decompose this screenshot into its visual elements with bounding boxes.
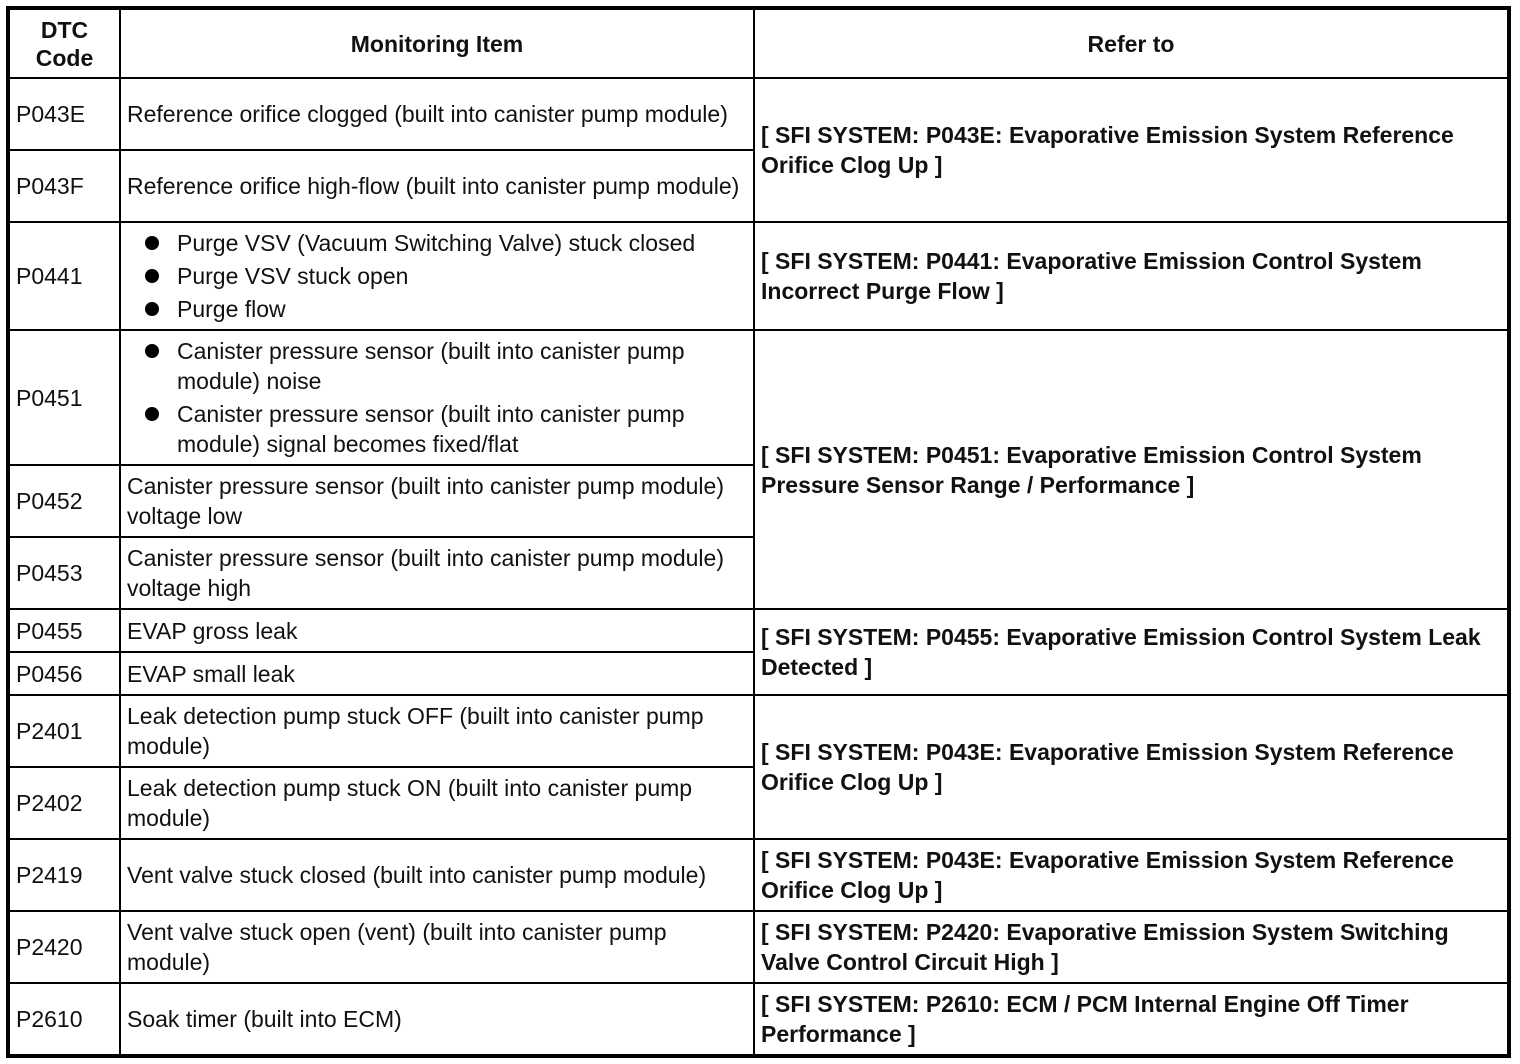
bullet-icon xyxy=(145,236,159,250)
dtc-code: P2401 xyxy=(8,695,120,767)
monitoring-item xyxy=(120,330,754,465)
refer-link[interactable]: [ SFI SYSTEM: P043E: Evaporative Emission System Reference Orifice Clog Up ] xyxy=(754,78,1509,222)
header-row xyxy=(8,8,1509,78)
dtc-code: P0441 xyxy=(8,222,120,330)
refer-link[interactable]: [ SFI SYSTEM: P0455: Evaporative Emission Control System Leak Detected ] xyxy=(754,609,1509,695)
monitoring-item: Vent valve stuck open (vent) (built into canister pump module) xyxy=(120,911,754,983)
header-refer-to: Refer to xyxy=(754,8,1509,78)
dtc-code: P043F xyxy=(8,150,120,222)
dtc-code: P2610 xyxy=(8,983,120,1056)
dtc-code: P043E xyxy=(8,78,120,150)
bullet-icon xyxy=(145,302,159,316)
monitoring-item: Soak timer (built into ECM) xyxy=(120,983,754,1056)
table-row xyxy=(8,78,1509,150)
dtc-code: P0453 xyxy=(8,537,120,609)
refer-link[interactable]: [ SFI SYSTEM: P0441: Evaporative Emission Control System Incorrect Purge Flow ] xyxy=(754,222,1509,330)
refer-link[interactable]: [ SFI SYSTEM: P2420: Evaporative Emission System Switching Valve Control Circuit High ] xyxy=(754,911,1509,983)
list-item: Canister pressure sensor (built into canister pump module) noise xyxy=(127,336,747,396)
table-row xyxy=(8,839,1509,911)
list-item: Canister pressure sensor (built into canister pump module) signal becomes fixed/flat xyxy=(127,399,747,459)
bullet-list xyxy=(127,336,747,459)
monitoring-item xyxy=(120,222,754,330)
bullet-icon xyxy=(145,269,159,283)
dtc-code: P2419 xyxy=(8,839,120,911)
monitoring-item: Canister pressure sensor (built into canister pump module) voltage high xyxy=(120,537,754,609)
bullet-icon xyxy=(145,344,159,358)
monitoring-item: Vent valve stuck closed (built into canister pump module) xyxy=(120,839,754,911)
bullet-list xyxy=(127,228,747,324)
table-row xyxy=(8,911,1509,983)
monitoring-item: EVAP small leak xyxy=(120,652,754,695)
header-monitoring-item: Monitoring Item xyxy=(120,8,754,78)
refer-link[interactable]: [ SFI SYSTEM: P043E: Evaporative Emission System Reference Orifice Clog Up ] xyxy=(754,695,1509,839)
bullet-icon xyxy=(145,407,159,421)
dtc-code: P2402 xyxy=(8,767,120,839)
list-item: Purge VSV stuck open xyxy=(127,261,747,291)
monitoring-item: Reference orifice high-flow (built into canister pump module) xyxy=(120,150,754,222)
list-item: Purge VSV (Vacuum Switching Valve) stuck closed xyxy=(127,228,747,258)
dtc-table xyxy=(6,6,1511,1058)
monitoring-item: Reference orifice clogged (built into canister pump module) xyxy=(120,78,754,150)
refer-link[interactable]: [ SFI SYSTEM: P0451: Evaporative Emission Control System Pressure Sensor Range / Performance ] xyxy=(754,330,1509,609)
monitoring-item: Canister pressure sensor (built into canister pump module) voltage low xyxy=(120,465,754,537)
table-row xyxy=(8,330,1509,465)
dtc-code: P0456 xyxy=(8,652,120,695)
dtc-code: P0451 xyxy=(8,330,120,465)
monitoring-item: Leak detection pump stuck OFF (built into canister pump module) xyxy=(120,695,754,767)
table-row xyxy=(8,695,1509,767)
table-row xyxy=(8,609,1509,652)
header-dtc-code: DTC Code xyxy=(8,8,120,78)
dtc-code: P0452 xyxy=(8,465,120,537)
dtc-code: P2420 xyxy=(8,911,120,983)
monitoring-item: Leak detection pump stuck ON (built into canister pump module) xyxy=(120,767,754,839)
monitoring-item: EVAP gross leak xyxy=(120,609,754,652)
table-row xyxy=(8,222,1509,330)
dtc-code: P0455 xyxy=(8,609,120,652)
refer-link[interactable]: [ SFI SYSTEM: P2610: ECM / PCM Internal Engine Off Timer Performance ] xyxy=(754,983,1509,1056)
table-row xyxy=(8,983,1509,1056)
list-item: Purge flow xyxy=(127,294,747,324)
refer-link[interactable]: [ SFI SYSTEM: P043E: Evaporative Emission System Reference Orifice Clog Up ] xyxy=(754,839,1509,911)
